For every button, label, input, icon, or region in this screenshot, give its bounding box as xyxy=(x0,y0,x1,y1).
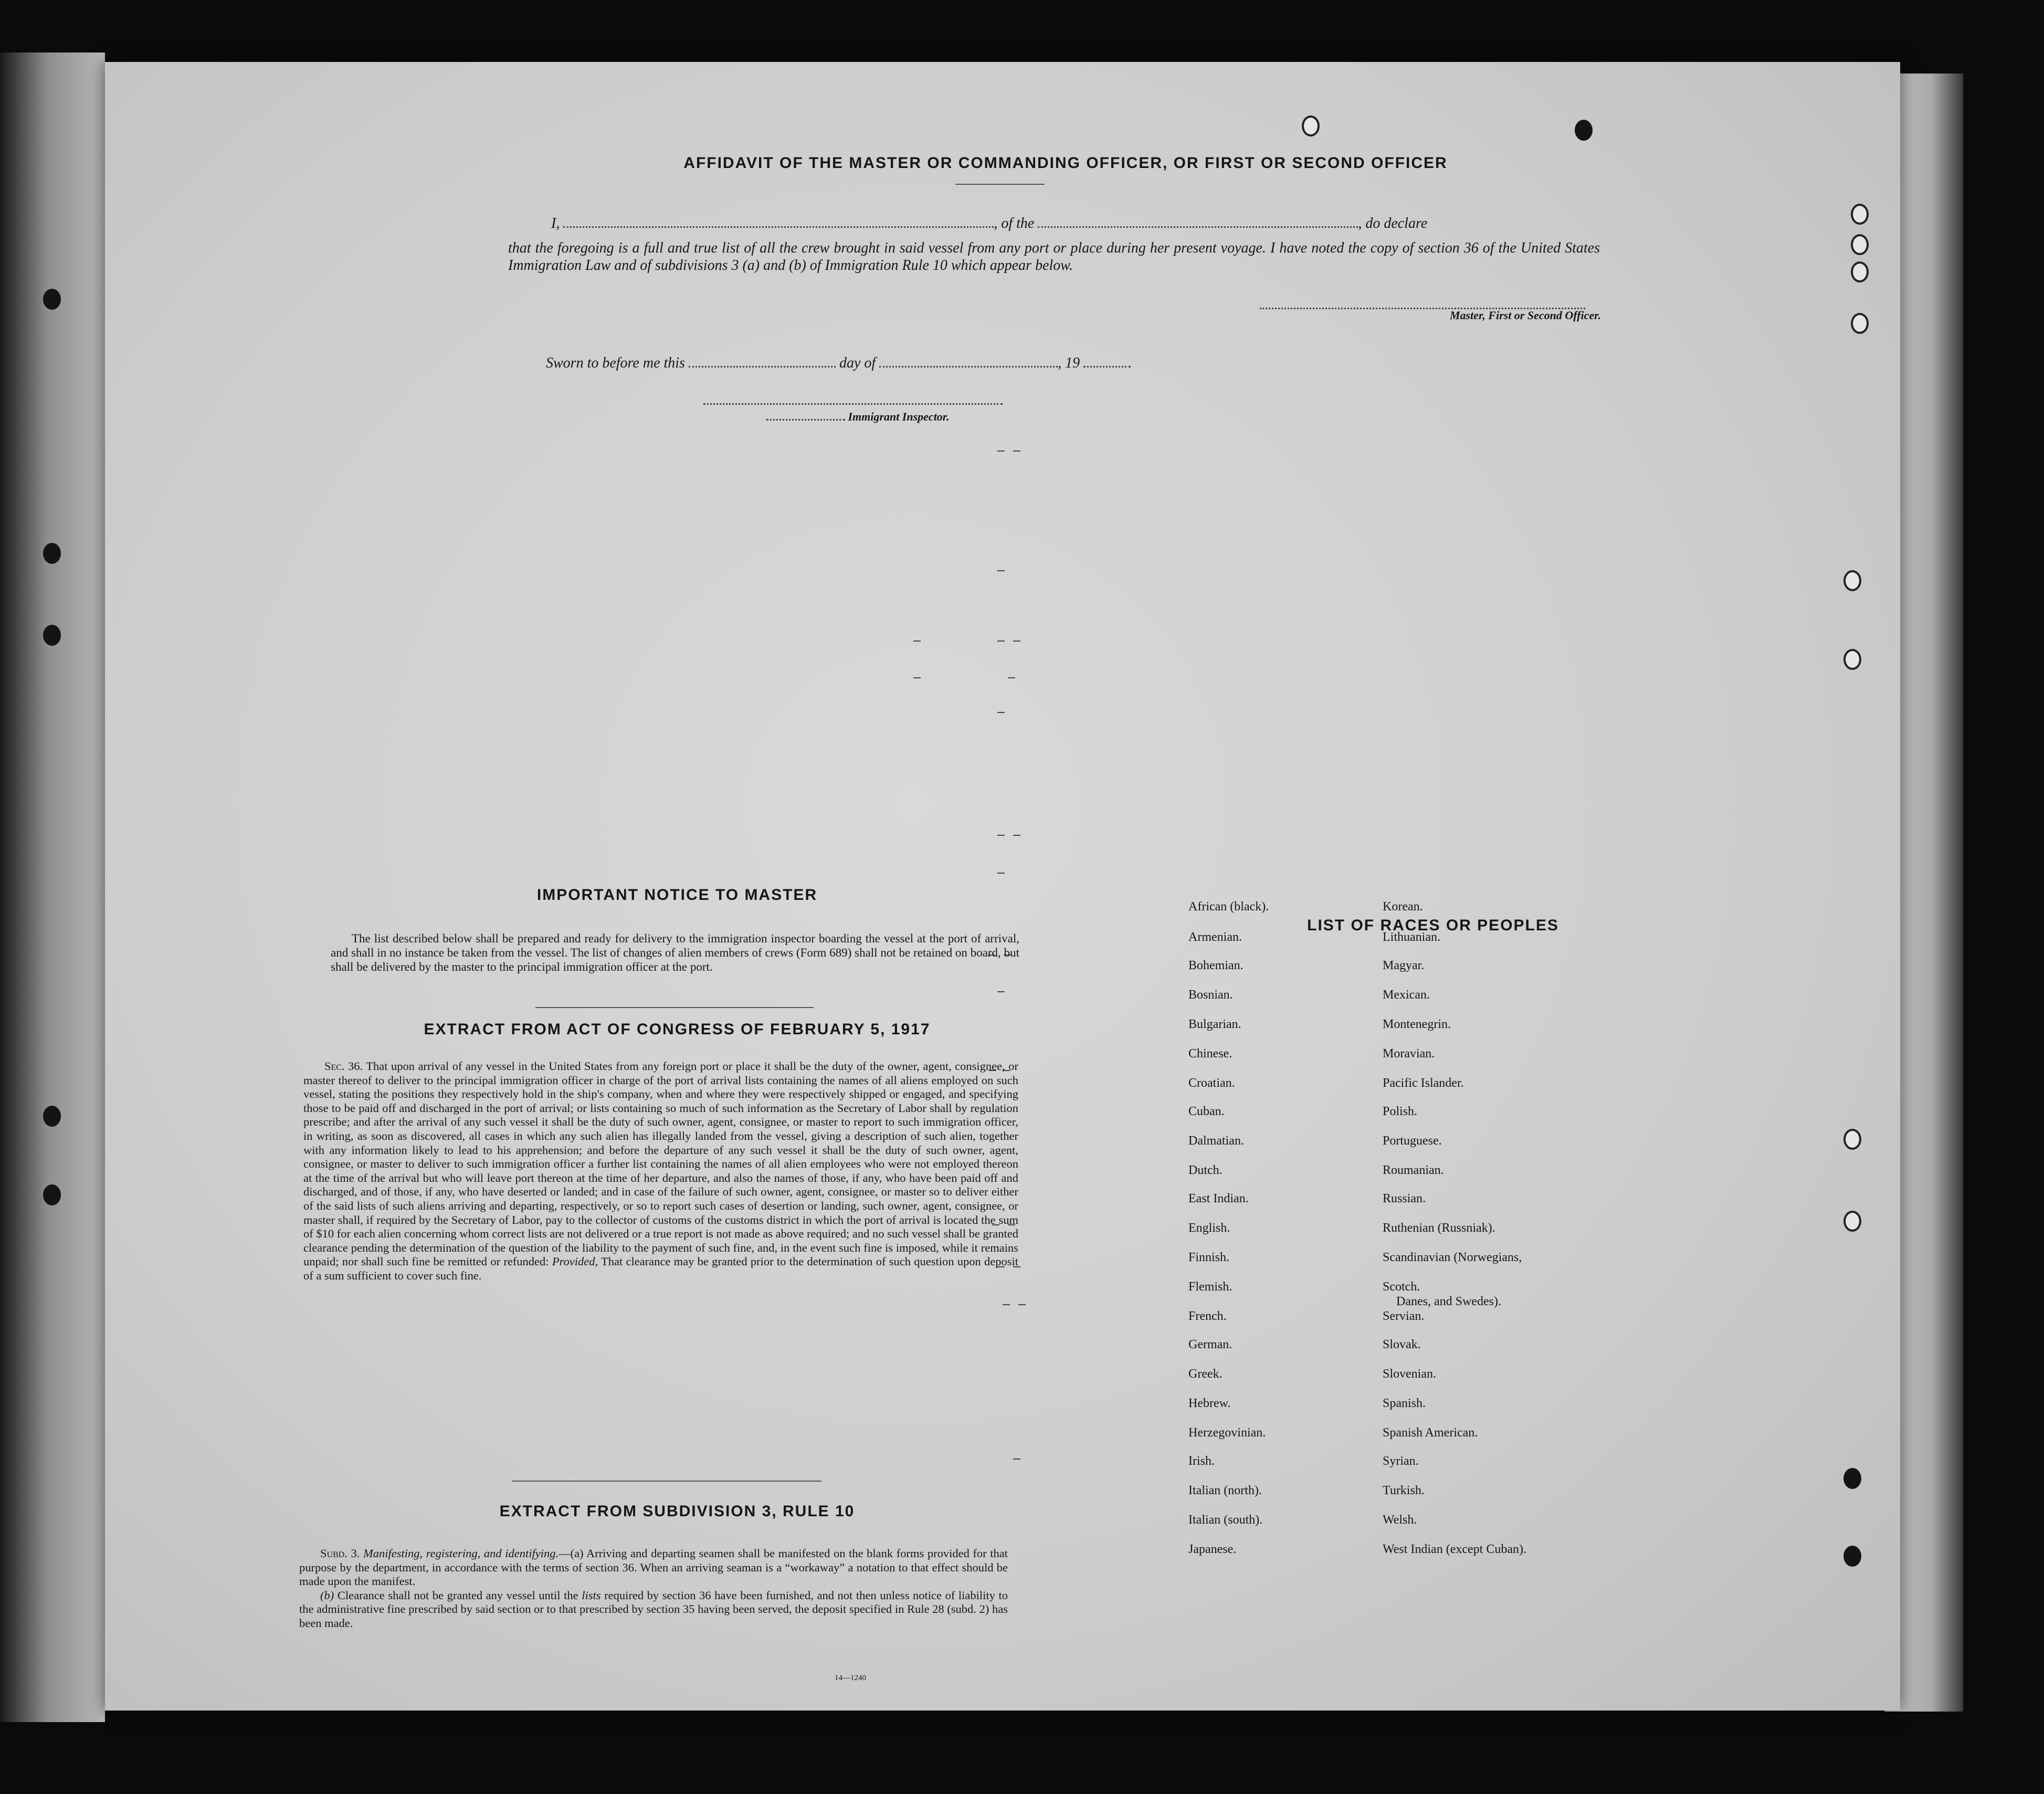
race-item: Finnish. xyxy=(1188,1251,1230,1264)
subd3-label: Subd. 3. xyxy=(320,1547,360,1560)
affidavit-title-rule xyxy=(955,184,1045,185)
notice-text xyxy=(331,931,1019,974)
sworn-text: Sworn to before me this xyxy=(546,355,685,371)
race-item: Spanish. xyxy=(1383,1397,1426,1410)
notice-paragraph: The list described below shall be prepared and ready for delivery to the immigration inspector boarding the vessel at the port of arrival, and shall in no instance be taken from the vessel. The list of changes of alien members of crews (Form 689) shall not be retained on board, but shall be delivered by the master to the principal immigration officer at the port. xyxy=(331,932,1019,973)
dash-mark xyxy=(1013,1459,1020,1460)
binder-hole xyxy=(43,1106,61,1127)
dash-mark xyxy=(997,450,1005,452)
race-item: East Indian. xyxy=(1188,1192,1249,1205)
dash-mark xyxy=(997,570,1005,571)
inspector-signature-blank[interactable] xyxy=(703,393,1003,405)
race-item: Mexican. xyxy=(1383,988,1430,1002)
subd3-paragraph-a xyxy=(299,1547,1008,1589)
race-item: Scandinavian (Norwegians, xyxy=(1383,1251,1522,1264)
sec36-label: Sec. 36. xyxy=(324,1059,363,1073)
dash-mark xyxy=(1013,450,1020,452)
dash-mark xyxy=(913,641,921,642)
document-sheet xyxy=(105,62,1900,1711)
race-item: Syrian. xyxy=(1383,1454,1419,1468)
notice-rule xyxy=(535,1007,814,1008)
race-item: Bosnian. xyxy=(1188,988,1233,1002)
extract-act-rule xyxy=(512,1481,821,1482)
race-item: Magyar. xyxy=(1383,959,1425,972)
race-item: Herzegovinian. xyxy=(1188,1426,1266,1440)
sec36-text: That upon arrival of any vessel in the United States from any foreign port or place it shall be the duty of the owner, agent, consignee, or master thereof to deliver to the principal immigration officer in charge of the port of arrival lists containing the names of all aliens employed on such vessel, stating the positions they respectively hold in the ship's company, when and where they were respectively shipped or engaged, and specifying those to be paid off and discharged in the port of arrival; or lists containing so much of such information as the Secretary of Labor shall by regulation prescribe; and after the arrival of any such vessel it shall be the duty of such owner, agent, consignee, or master to report to such immigration officer, in writing, as soon as discovered, all cases in which any such alien has illegally landed from the vessel, giving a description of such alien, together with any information likely to lead to his apprehension; and before the departure of any such vessel it shall be the duty of such owner, agent, consignee, or master to deliver to such immigration officer a further list containing the names of all alien employees who were not employed thereon at the time of the arrival but who will leave port thereon at the time of her departure, and also the names of those, if any, who have been paid off and discharged, and of those, if any, who have deserted or landed; and in case of the failure of such owner, agent, consignee, or master so to deliver either of the said lists of such aliens arriving and departing, respectively, or so to report such cases of desertion or landing, such owner, agent, consignee, or master shall, if required by the Secretary of Labor, pay to the collector of customs of the customs district in which the port of arrival is located the sum of $10 for each alien concerning whom correct lists are not delivered or a true report is not made as above required; and no such vessel shall be granted clearance pending the determination of the question of the liability to the payment of such fine, and, in the event such fine is imposed, while it remains unpaid; nor shall such fine be remitted or refunded: xyxy=(303,1059,1019,1268)
dash-mark xyxy=(997,873,1005,874)
race-item: Japanese. xyxy=(1188,1543,1237,1556)
provided-label: Provided, xyxy=(552,1255,598,1268)
signature-blank[interactable] xyxy=(1260,297,1585,309)
race-item: French. xyxy=(1188,1309,1227,1323)
subd3-text-b1: Clearance shall not be granted any vessel until the xyxy=(337,1588,578,1602)
race-item: Hebrew. xyxy=(1188,1397,1231,1410)
race-item: Dalmatian. xyxy=(1188,1134,1244,1148)
binder-hole xyxy=(1851,261,1869,282)
affidavit-title: AFFIDAVIT OF THE MASTER OR COMMANDING OFFICER, OR FIRST OR SECOND OFFICER xyxy=(683,154,1448,172)
affidavit-paragraph: that the foregoing is a full and true list of all the crew brought in said vessel from any port or place during her present voyage. I have noted the copy of section 36 of the United States Immigration Law and of subdivisions 3 (a) and (b) of Immigration Rule 10 which appear below. xyxy=(508,240,1600,274)
subd3-heading: Manifesting, registering, and identifying. xyxy=(363,1547,559,1560)
inspector-label: Immigrant Inspector. xyxy=(848,410,950,423)
race-item: Welsh. xyxy=(1383,1513,1417,1527)
dash-mark xyxy=(997,641,1005,642)
race-item: Italian (south). xyxy=(1188,1513,1263,1527)
vessel-blank[interactable] xyxy=(1038,216,1358,228)
sec36-paragraph xyxy=(303,1059,1018,1283)
dash-mark xyxy=(997,712,1005,713)
sworn-year-blank[interactable] xyxy=(1083,355,1131,368)
affidavit-line-1 xyxy=(551,215,1575,232)
sworn-day-blank[interactable] xyxy=(689,355,836,368)
race-item: English. xyxy=(1188,1221,1230,1235)
sworn-month-blank[interactable] xyxy=(879,355,1058,368)
race-item: Croatian. xyxy=(1188,1076,1235,1090)
form-number: 14—1240 xyxy=(835,1674,866,1682)
race-item: Dutch. xyxy=(1188,1163,1223,1177)
subd3-b-label: (b) xyxy=(320,1588,334,1602)
race-right-continuation: Danes, and Swedes). xyxy=(1396,1295,1501,1308)
race-item: Turkish. xyxy=(1383,1484,1425,1497)
binder-hole xyxy=(1843,1468,1861,1489)
race-item: Korean. xyxy=(1383,900,1423,914)
dash-mark xyxy=(913,677,921,678)
race-item: African (black). xyxy=(1188,900,1269,914)
binder-hole xyxy=(43,625,61,646)
race-item: Greek. xyxy=(1188,1367,1223,1381)
binder-hole xyxy=(1843,1211,1861,1232)
binder-hole xyxy=(43,1184,61,1205)
binder-hole xyxy=(1843,570,1861,591)
inspector-line xyxy=(766,408,1186,424)
extract-act-text xyxy=(303,1059,1018,1283)
affidavit-of-the: , of the xyxy=(994,215,1035,232)
year-text: , 19 xyxy=(1058,355,1080,371)
race-item: Servian. xyxy=(1383,1309,1425,1323)
dash-mark xyxy=(1003,1304,1010,1305)
binder-hole xyxy=(43,543,61,564)
race-item: Ruthenian (Russniak). xyxy=(1383,1221,1495,1235)
subd3-paragraph-b xyxy=(299,1589,1008,1631)
binder-hole xyxy=(1851,234,1869,255)
subd3-lists: lists xyxy=(582,1588,601,1602)
race-item: Spanish American. xyxy=(1383,1426,1478,1440)
extract-rule-text xyxy=(299,1547,1008,1631)
signature-label: Master, First or Second Officer. xyxy=(1449,309,1601,322)
race-item: Scotch. xyxy=(1383,1280,1420,1294)
race-item: Italian (north). xyxy=(1188,1484,1262,1497)
extract-act-title: EXTRACT FROM ACT OF CONGRESS OF FEBRUARY 5, 1917 xyxy=(424,1021,931,1038)
race-item: Slovak. xyxy=(1383,1338,1421,1351)
dash-mark xyxy=(1008,677,1015,678)
affidavit-i: I, xyxy=(551,215,560,232)
race-item: West Indian (except Cuban). xyxy=(1383,1543,1526,1556)
extract-rule-title: EXTRACT FROM SUBDIVISION 3, RULE 10 xyxy=(499,1503,855,1520)
race-item: Moravian. xyxy=(1383,1047,1435,1061)
race-item: Bohemian. xyxy=(1188,959,1244,972)
dash-mark xyxy=(997,835,1005,836)
race-item: Pacific Islander. xyxy=(1383,1076,1464,1090)
subd3-text-a: —(a) Arriving and departing seamen shall be manifested on the blank forms provided for that purpose by the department, in accordance with the terms of section 36. When an arriving seaman is a “workaway” a notation to that effect should be made upon the manifest. xyxy=(299,1547,1008,1588)
notice-title: IMPORTANT NOTICE TO MASTER xyxy=(536,886,818,904)
race-item: Chinese. xyxy=(1188,1047,1232,1061)
dash-mark xyxy=(997,991,1005,992)
dash-mark xyxy=(1013,835,1020,836)
binder-hole xyxy=(1843,1129,1861,1150)
binder-hole xyxy=(1851,313,1869,334)
race-item: Polish. xyxy=(1383,1105,1418,1118)
day-of-text: day of xyxy=(839,355,876,371)
provided-text: That clearance may be granted prior to the determination of such question upon deposit of a sum sufficient to cover such fine. xyxy=(303,1255,1019,1282)
binder-hole xyxy=(1302,116,1320,137)
race-item: Lithuanian. xyxy=(1383,930,1440,944)
subd3-text-b2: required by section 36 have been furnished, and not then unless notice of liability to the administrative fine prescribed by said section or to that prescribed by section 35 having been served, the deposit specified in Rule 28 (subd. 2) has been made. xyxy=(299,1588,1008,1630)
race-item: German. xyxy=(1188,1338,1232,1351)
affidavit-do-declare: , do declare xyxy=(1358,215,1428,232)
race-item: Irish. xyxy=(1188,1454,1215,1468)
binder-hole xyxy=(1843,649,1861,670)
dash-mark xyxy=(1013,641,1020,642)
race-item: Portuguese. xyxy=(1383,1134,1442,1148)
race-item: Slovenian. xyxy=(1383,1367,1436,1381)
dash-mark xyxy=(1018,1304,1026,1305)
race-item: Cuban. xyxy=(1188,1105,1225,1118)
inspector-name-blank[interactable] xyxy=(766,408,845,421)
race-item: Bulgarian. xyxy=(1188,1017,1241,1031)
races-title: LIST OF RACES OR PEOPLES xyxy=(1307,917,1559,934)
race-item: Armenian. xyxy=(1188,930,1242,944)
name-blank[interactable] xyxy=(563,216,994,228)
sworn-line xyxy=(546,355,1333,372)
binder-hole xyxy=(1575,120,1593,141)
race-item: Roumanian. xyxy=(1383,1163,1444,1177)
binder-hole xyxy=(1851,204,1869,225)
binder-hole xyxy=(1843,1546,1861,1567)
binder-hole xyxy=(43,289,61,310)
race-item: Flemish. xyxy=(1188,1280,1232,1294)
race-item: Montenegrin. xyxy=(1383,1017,1451,1031)
race-item: Russian. xyxy=(1383,1192,1426,1205)
